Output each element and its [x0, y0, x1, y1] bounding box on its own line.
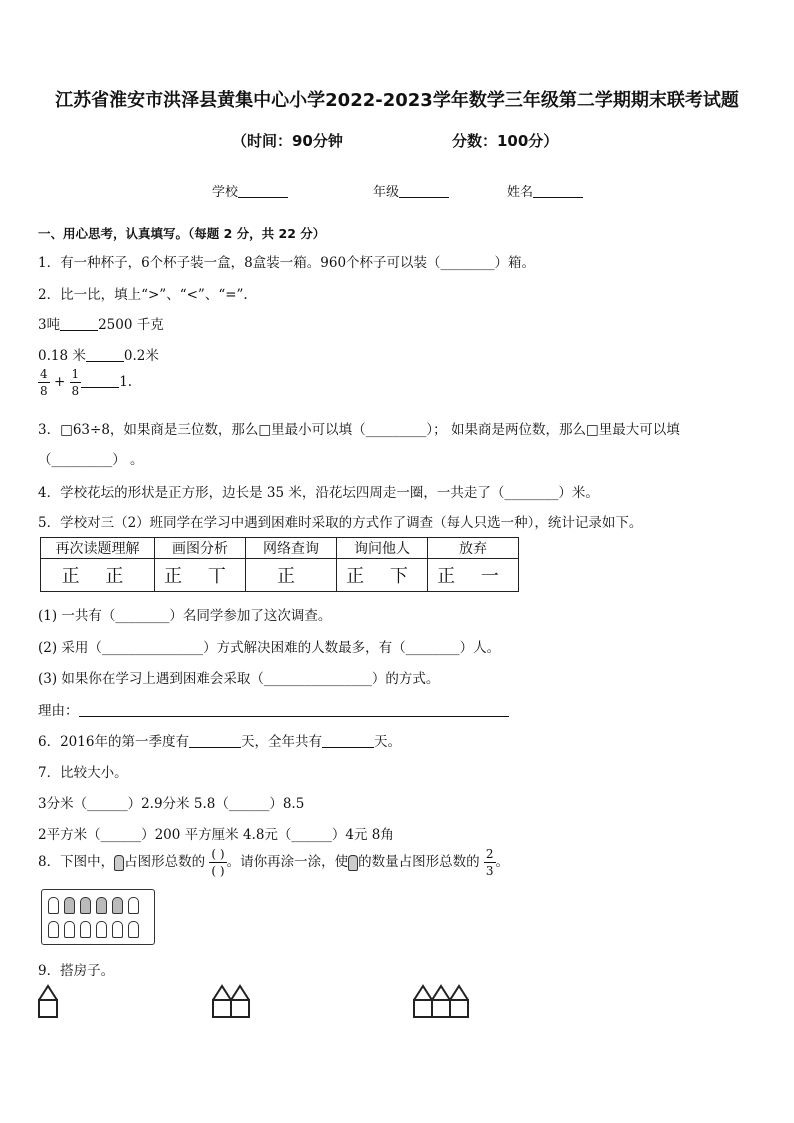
question-7: 7．比较大小。 [38, 765, 128, 781]
grade-field[interactable] [373, 181, 449, 200]
survey-header: 询问他人 [337, 538, 428, 559]
q5-sub-2: (2) 采用（_______________）方式解决困难的人数最多，有（________）人。 [38, 640, 501, 656]
q5-reason: 理由： [38, 699, 509, 719]
score-label: 分数：100分） [452, 132, 559, 150]
tally-mark: 正 [246, 559, 337, 592]
question-4: 4．学校花坛的形状是正方形，边长是 35 米，沿花坛四周走一圈，一共走了（________）米。 [38, 485, 599, 501]
page-title: 江苏省淮安市洪泽县黄集中心小学2022-2023学年数学三年级第二学期期末联考试题 [55, 90, 739, 111]
q7-line-1: 3分米（______）2.9分米 5.8（______）8.5 [38, 796, 305, 812]
cylinder-icon[interactable] [64, 921, 75, 938]
q2-line-3: $\frac{4}{8}$ + $\frac{1}{8}$ 1. [40, 367, 133, 398]
cylinder-row [48, 921, 139, 938]
question-2: 2．比一比，填上“>”、“<”、“=”. [38, 287, 248, 303]
name-field[interactable] [507, 181, 583, 200]
cylinder-icon[interactable] [128, 921, 139, 938]
grade-label: 年级 [373, 185, 400, 200]
cylinder-icon[interactable] [48, 897, 59, 914]
survey-header: 再次读题理解 [41, 538, 155, 559]
school-blank[interactable] [238, 184, 288, 198]
house-3-icon [411, 984, 473, 1020]
q6-blank-2[interactable] [322, 735, 374, 748]
tally-mark: 正 一 [428, 559, 519, 592]
q2-blank-1[interactable] [60, 318, 98, 331]
time-label: （时间：90分钟 [232, 132, 343, 150]
cylinder-icon[interactable] [96, 897, 107, 914]
q6-blank-1[interactable] [189, 735, 241, 748]
school-field[interactable] [212, 181, 288, 200]
name-blank[interactable] [533, 184, 583, 198]
cylinder-icon[interactable] [112, 921, 123, 938]
cylinder-icon[interactable] [96, 921, 107, 938]
question-8: 8．下图中， 占图形总数的 $\frac{( )}{( )}$ 。请你再涂一涂，使 的数量占图形总数的 $\frac{2}{3}$ 。 [38, 847, 510, 878]
q5-sub-3: (3) 如果你在学习上遇到困难会采取（________________）的方式。 [38, 671, 440, 687]
q7-line-2: 2平方米（______）200 平方厘米 4.8元（______）4元 8角 [38, 827, 394, 843]
cylinder-icon [348, 855, 358, 871]
question-1: 1．有一种杯子，6个杯子装一盒，8盒装一箱。960个杯子可以装（________）箱。 [38, 255, 536, 271]
q2-blank-2[interactable] [86, 349, 124, 362]
question-5: 5．学校对三（2）班同学在学习中遇到困难时采取的方式作了调查（每人只选一种），统计记录如下。 [38, 515, 643, 531]
house-2-icon [210, 984, 260, 1020]
tally-mark: 正 正 [41, 559, 155, 592]
question-6: 6．2016年的第一季度有 天，全年共有 天。 [38, 734, 401, 750]
house-1-icon [36, 984, 66, 1020]
cylinder-icon[interactable] [128, 897, 139, 914]
survey-header: 网络查询 [246, 538, 337, 559]
cylinder-icon[interactable] [80, 921, 91, 938]
cylinder-icon[interactable] [80, 897, 91, 914]
question-3-line-2: （_________） 。 [38, 452, 144, 468]
survey-header: 画图分析 [155, 538, 246, 559]
question-3-line-1: 3．□63÷8，如果商是三位数，那么□里最小可以填（_________）； 如果商是两位数，那么□里最大可以填 [38, 422, 680, 438]
answer-fraction[interactable]: $\frac{( )}{( )}$ [211, 847, 225, 878]
grade-blank[interactable] [399, 184, 449, 198]
fraction-1-8: $\frac{1}{8}$ [71, 367, 80, 398]
section-heading: 一、用心思考，认真填写。（每题 2 分，共 22 分） [38, 226, 326, 241]
school-label: 学校 [212, 185, 239, 200]
fraction-4-8: $\frac{4}{8}$ [40, 367, 48, 398]
cylinder-icon[interactable] [64, 897, 75, 914]
cylinder-icon [114, 855, 124, 871]
q5-sub-1: (1) 一共有（________）名同学参加了这次调查。 [38, 608, 332, 624]
cylinder-icon[interactable] [48, 921, 59, 938]
survey-table [40, 537, 519, 592]
q2-blank-3[interactable] [81, 375, 119, 388]
target-fraction: $\frac{2}{3}$ [485, 847, 494, 878]
cylinder-icon[interactable] [112, 897, 123, 914]
reason-blank[interactable] [79, 704, 509, 717]
question-9: 9．搭房子。 [38, 963, 115, 979]
q2-line-2: 0.18 米 0.2米 [38, 348, 159, 364]
q2-line-1: 3吨 2500 千克 [38, 317, 164, 333]
tally-mark: 正 下 [337, 559, 428, 592]
cylinder-grid [41, 889, 155, 945]
survey-header: 放弃 [428, 538, 519, 559]
cylinder-row [48, 897, 139, 914]
tally-mark: 正 丅 [155, 559, 246, 592]
name-label: 姓名 [507, 185, 534, 200]
